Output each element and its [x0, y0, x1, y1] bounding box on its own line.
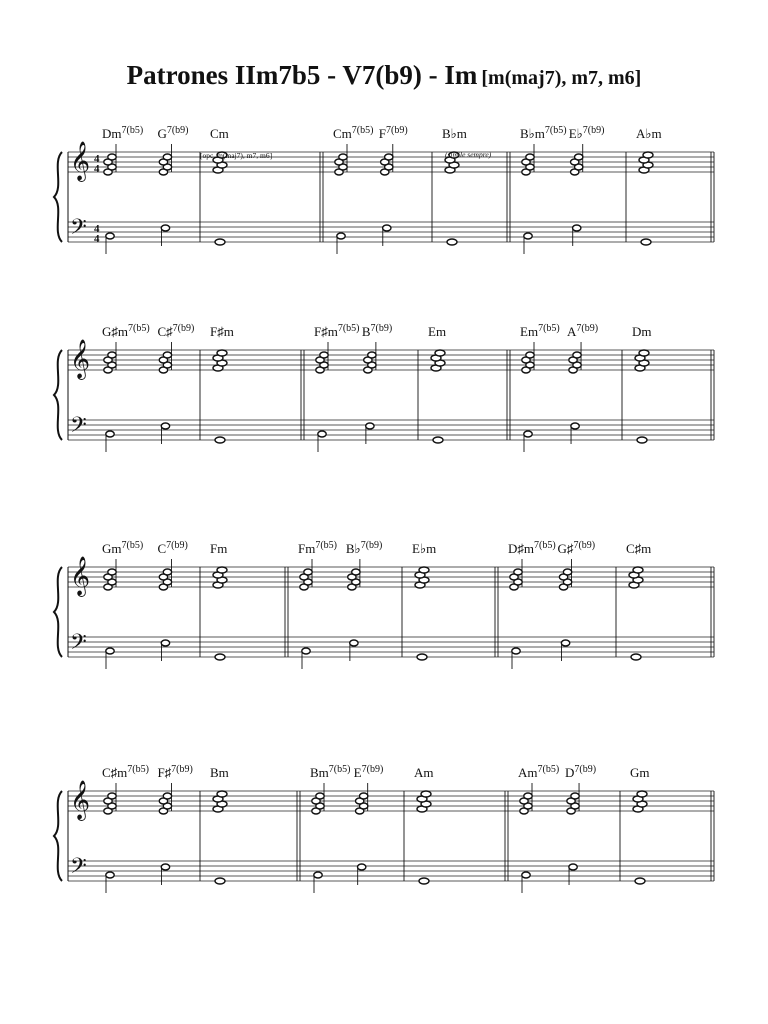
option-annotation: [opc. m(maj7), m7, m6]: [200, 151, 273, 160]
notehead: [339, 154, 347, 160]
bass-notehead: [215, 654, 225, 660]
chord-extension: 7(b5): [537, 764, 560, 775]
time-signature-top: 4: [94, 153, 100, 165]
bass-notehead: [357, 864, 365, 870]
chord-symbol: $Em^{7(b5)}$: [520, 323, 560, 339]
bass-notehead: [512, 648, 520, 654]
chord-symbol: $D^{7(b9)}$: [565, 764, 597, 780]
simile-annotation: (simile sempre): [445, 150, 492, 159]
chord-extension: 7(b5): [534, 540, 556, 551]
bass-notehead: [637, 437, 647, 443]
bass-notehead: [106, 431, 114, 437]
time-signature-bottom: 4: [94, 163, 100, 175]
bass-notehead: [447, 239, 457, 245]
notehead: [639, 350, 649, 356]
chord-symbol: C♯m: [626, 541, 652, 556]
bass-notehead: [417, 654, 427, 660]
notehead: [163, 569, 171, 575]
chord-symbol: $Dm^{7(b5)}$: [102, 125, 144, 141]
notehead: [563, 569, 571, 575]
notehead: [108, 352, 116, 358]
notehead: [217, 350, 227, 356]
chord-symbol: F♯m: [210, 324, 234, 339]
bass-notehead: [215, 878, 225, 884]
notehead: [633, 567, 643, 573]
chord-symbol: $Gm^{7(b5)}$: [102, 540, 144, 556]
notehead: [359, 793, 367, 799]
notehead: [385, 154, 393, 160]
notehead: [108, 793, 116, 799]
bass-notehead: [337, 233, 345, 239]
bass-notehead: [318, 431, 326, 437]
chord-extension: 7(b5): [337, 323, 360, 334]
staff-system: [54, 125, 714, 254]
chord-symbol: C♯$^{7(b9)}$: [157, 323, 195, 339]
treble-clef: 𝄞: [70, 143, 91, 180]
bass-notehead: [569, 864, 577, 870]
bass-clef: 𝄢: [70, 413, 87, 442]
notehead: [526, 352, 534, 358]
bass-notehead: [571, 423, 579, 429]
chord-symbol: $Cm^{7(b5)}$: [333, 125, 374, 141]
chord-extension: 7(b9): [386, 125, 408, 136]
bass-clef: 𝄢: [70, 854, 87, 883]
chord-symbol: E♭$^{7(b9)}$: [568, 125, 605, 141]
title-main: Patrones IIm7b5 - V7(b9) - Im: [126, 60, 478, 90]
chord-symbol: $A^{7(b9)}$: [567, 323, 599, 339]
title-subtitle: [m(maj7), m7, m6]: [481, 67, 642, 89]
chord-symbol: E♭m: [412, 541, 437, 556]
chord-extension: 7(b5): [351, 125, 374, 136]
notehead: [163, 352, 171, 358]
chord-extension: 7(b9): [573, 540, 596, 551]
time-signature-bottom: 4: [94, 233, 100, 245]
chord-symbol: $D♯m^{7(b5)}$: [508, 540, 556, 556]
chord-symbol: $F♯m^{7(b5)}$: [314, 323, 360, 339]
bass-notehead: [631, 654, 641, 660]
staff-system: [54, 540, 714, 669]
bass-notehead: [383, 225, 391, 231]
chord-symbol: $G^{7(b9)}$: [157, 125, 189, 141]
bass-notehead: [635, 878, 645, 884]
notehead: [316, 793, 324, 799]
chord-symbol: F♯$^{7(b9)}$: [157, 764, 193, 780]
bass-notehead: [106, 872, 114, 878]
notehead: [573, 352, 581, 358]
bass-notehead: [302, 648, 310, 654]
brace: [54, 567, 62, 657]
chord-extension: 7(b5): [128, 323, 150, 334]
bass-notehead: [161, 864, 169, 870]
bass-notehead: [161, 225, 169, 231]
chord-symbol: Gm: [630, 765, 650, 780]
chord-symbol: B♭$^{7(b9)}$: [345, 540, 383, 556]
chord-extension: 7(b9): [370, 323, 393, 334]
notehead: [217, 791, 227, 797]
notehead: [108, 154, 116, 160]
chord-symbol: $Bm^{7(b5)}$: [310, 764, 351, 780]
notehead: [368, 352, 376, 358]
notehead: [637, 791, 647, 797]
chord-extension: 7(b9): [574, 764, 597, 775]
chord-symbol: Am: [414, 765, 434, 780]
bass-notehead: [433, 437, 443, 443]
bass-notehead: [524, 233, 532, 239]
chord-extension: 7(b9): [171, 764, 193, 775]
notehead: [514, 569, 522, 575]
notehead: [304, 569, 312, 575]
chord-extension: 7(b5): [121, 125, 144, 136]
notehead: [217, 567, 227, 573]
chord-extension: 7(b5): [127, 764, 149, 775]
treble-clef: 𝄞: [70, 341, 91, 378]
notehead: [320, 352, 328, 358]
chord-extension: 7(b9): [360, 540, 383, 551]
bass-notehead: [106, 648, 114, 654]
brace: [54, 152, 62, 242]
bass-notehead: [419, 878, 429, 884]
chord-symbol: A♭m: [636, 126, 662, 141]
staff-system: [54, 323, 714, 452]
chord-extension: 7(b5): [544, 125, 567, 136]
chord-extension: 7(b9): [172, 323, 195, 334]
notehead: [643, 152, 653, 158]
time-signature-top: 4: [94, 223, 100, 235]
bass-notehead: [106, 233, 114, 239]
notehead: [575, 154, 583, 160]
chord-symbol: $G♯m^{7(b5)}$: [102, 323, 150, 339]
notehead: [163, 793, 171, 799]
bass-notehead: [161, 640, 169, 646]
chord-symbol: Dm: [632, 324, 652, 339]
chord-symbol: Fm: [210, 541, 228, 556]
chord-symbol: B♭m: [442, 126, 467, 141]
chord-extension: 7(b9): [361, 764, 384, 775]
bass-notehead: [573, 225, 581, 231]
notehead: [526, 154, 534, 160]
notehead: [524, 793, 532, 799]
chord-symbol: $B^{7(b9)}$: [361, 323, 393, 339]
bass-notehead: [524, 431, 532, 437]
notehead: [352, 569, 360, 575]
chord-extension: 7(b9): [166, 125, 189, 136]
brace: [54, 791, 62, 881]
bass-notehead: [522, 872, 530, 878]
chord-symbol: $Am^{7(b5)}$: [518, 764, 560, 780]
chord-symbol: $B♭m^{7(b5)}$: [520, 125, 567, 141]
chord-extension: 7(b9): [166, 540, 188, 551]
notehead: [419, 567, 429, 573]
bass-notehead: [641, 239, 651, 245]
chord-symbol: $C^{7(b9)}$: [157, 540, 188, 556]
chord-symbol: G♯$^{7(b9)}$: [557, 540, 596, 556]
chord-extension: 7(b9): [582, 125, 605, 136]
chord-extension: 7(b5): [315, 540, 338, 551]
bass-notehead: [215, 239, 225, 245]
notehead: [421, 791, 431, 797]
treble-clef: 𝄞: [70, 782, 91, 819]
bass-notehead: [215, 437, 225, 443]
notehead: [163, 154, 171, 160]
chord-symbol: $E^{7(b9)}$: [353, 764, 384, 780]
chord-extension: 7(b5): [538, 323, 560, 334]
bass-notehead: [314, 872, 322, 878]
chord-symbol: $F^{7(b9)}$: [378, 125, 408, 141]
notehead: [435, 350, 445, 356]
chord-symbol: Cm: [210, 126, 229, 141]
notehead: [108, 569, 116, 575]
notehead: [571, 793, 579, 799]
bass-notehead: [161, 423, 169, 429]
chord-extension: 7(b9): [576, 323, 599, 334]
staff-system: [54, 764, 714, 893]
bass-notehead: [350, 640, 358, 646]
chord-extension: 7(b5): [121, 540, 144, 551]
treble-clef: 𝄞: [70, 558, 91, 595]
bass-notehead: [366, 423, 374, 429]
chord-symbol: $Fm^{7(b5)}$: [298, 540, 338, 556]
chord-extension: 7(b5): [328, 764, 351, 775]
bass-clef: 𝄢: [70, 630, 87, 659]
bass-notehead: [561, 640, 569, 646]
chord-symbol: Bm: [210, 765, 229, 780]
brace: [54, 350, 62, 440]
chord-symbol: Em: [428, 324, 447, 339]
chord-symbol: $C♯m^{7(b5)}$: [102, 764, 149, 780]
bass-clef: 𝄢: [70, 215, 87, 244]
